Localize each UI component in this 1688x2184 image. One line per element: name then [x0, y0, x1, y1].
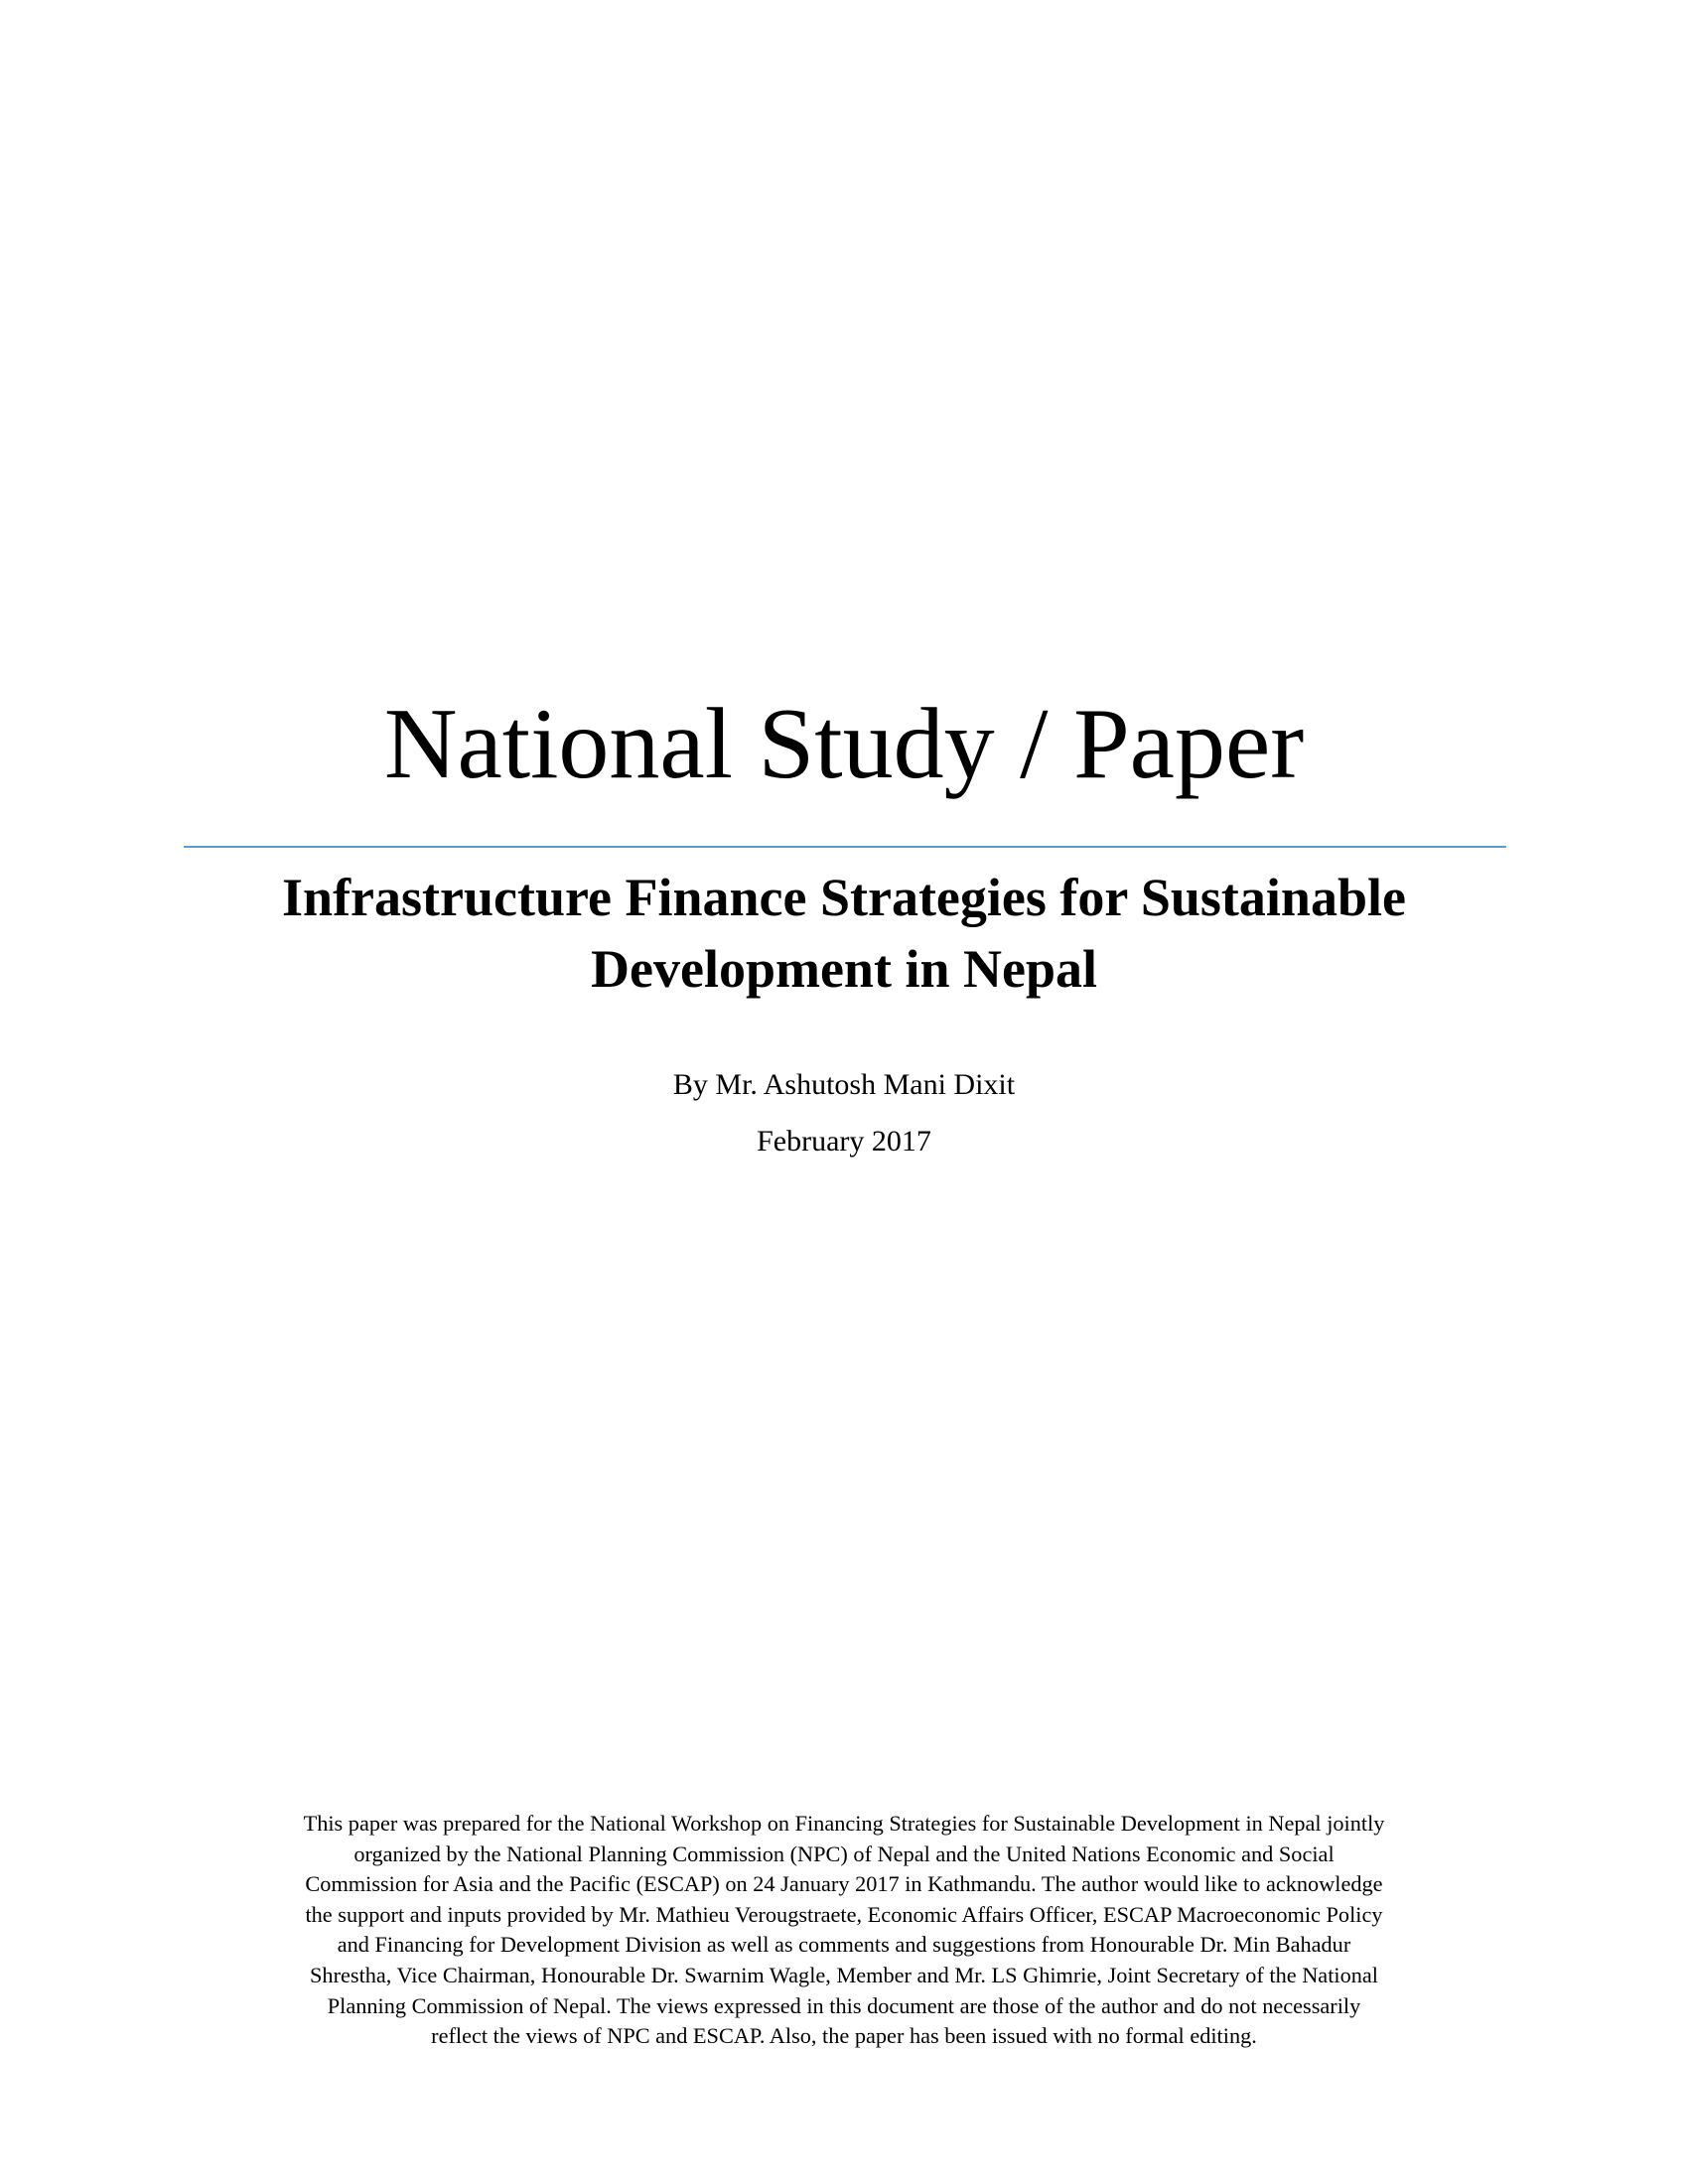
note-line: This paper was prepared for the National Workshop on Financing Strategies for Sustainable Development in Nepal jointly: [303, 1811, 1385, 1836]
title-divider: [184, 846, 1506, 848]
subtitle-line: Infrastructure Finance Strategies for Sustainable: [282, 868, 1406, 927]
note-line: organized by the National Planning Commission (NPC) of Nepal and the United Nations Economic and Social: [353, 1841, 1335, 1866]
acknowledgement-note: [189, 1809, 1499, 2052]
note-line: reflect the views of NPC and ESCAP. Also, the paper has been issued with no formal editing.: [431, 2023, 1257, 2049]
note-line: Commission for Asia and the Pacific (ESCAP) on 24 January 2017 in Kathmandu. The author would like to acknowledge: [305, 1871, 1383, 1897]
note-line: Planning Commission of Nepal. The views expressed in this document are those of the author and do not necessarily: [327, 1992, 1361, 2018]
note-line: Shrestha, Vice Chairman, Honourable Dr. Swarnim Wagle, Member and Mr. LS Ghimrie, Joint Secretary of the National: [310, 1962, 1378, 1987]
subtitle: [0, 862, 1688, 1005]
page-title: National Study / Paper: [383, 688, 1305, 800]
note-line: the support and inputs provided by Mr. Mathieu Verougstraete, Economic Affairs Officer, ESCAP Macroeconomic Policy: [305, 1901, 1383, 1927]
note-line: and Financing for Development Division as well as comments and suggestions from Honourable Dr. Min Bahadur: [337, 1932, 1351, 1958]
subtitle-line: Development in Nepal: [591, 939, 1097, 999]
author-line: By Mr. Ashutosh Mani Dixit: [672, 1068, 1016, 1101]
publication-date: February 2017: [757, 1125, 931, 1158]
